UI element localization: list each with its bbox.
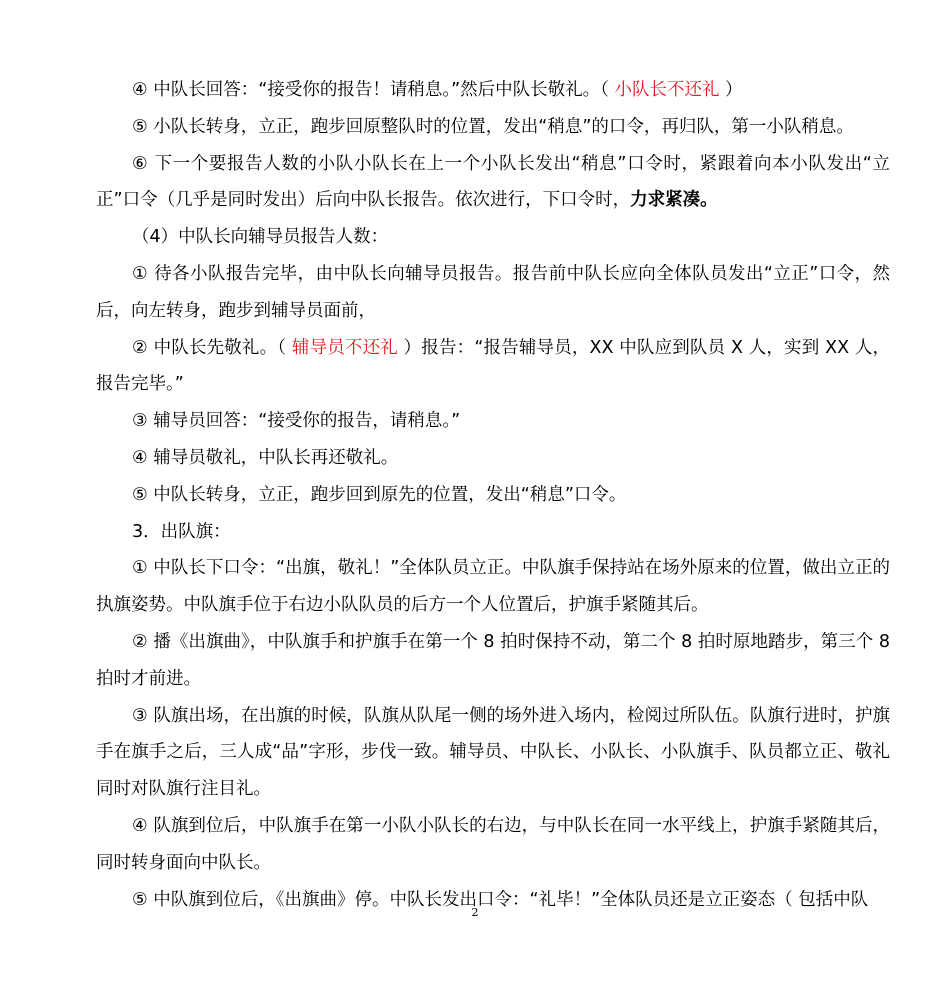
- paragraph-11-text: ① 中队长下口令：“出旗，敬礼！”全体队员立正。中队旗手保持站在场外原来的位置，做出立正的执旗姿势。中队旗手位于右边小队队员的后方一个人位置后，护旗手紧随其后。: [96, 558, 890, 616]
- paragraph-11: [96, 550, 890, 624]
- paragraph-13-text: ③ 队旗出场，在出旗的时候，队旗从队尾一侧的场外进入场内，检阅过所队伍。队旗行进时，护旗手在旗手之后，三人成“品”字形，步伐一致。辅导员、中队长、小队长、小队旗手、队员都立正、敬礼同时对队旗行注目礼。: [96, 705, 890, 800]
- paragraph-7: [96, 403, 890, 440]
- paragraph-1-text-a: ④ 中队长回答：“接受你的报告！请稍息。”然后中队长敬礼。（: [132, 80, 615, 100]
- paragraph-14-text: ④ 队旗到位后，中队旗手在第一小队小队长的右边，与中队长在同一水平线上，护旗手紧随其后，同时转身面向中队长。: [96, 815, 890, 873]
- paragraph-2: [96, 109, 890, 146]
- paragraph-1: [96, 72, 890, 109]
- paragraph-3-emphasis-bold: 力求紧凑。: [630, 190, 718, 211]
- paragraph-1-highlight-red: 小队长不还礼: [614, 80, 720, 100]
- paragraph-6-text-b: ）报告：“报告辅导员，XX 中队应到队员 X 人，实到 XX 人，报告完毕。”: [96, 337, 890, 395]
- paragraph-12-text: ② 播《出旗曲》，中队旗手和护旗手在第一个 8 拍时保持不动，第二个 8 拍时原地踏步，第三个 8 拍时才前进。: [96, 631, 890, 689]
- paragraph-7-text: ③ 辅导员回答：“接受你的报告，请稍息。”: [132, 411, 461, 432]
- document-body: [96, 72, 890, 918]
- paragraph-9: [96, 477, 890, 514]
- paragraph-8-text: ④ 辅导员敬礼，中队长再还敬礼。: [132, 447, 399, 468]
- paragraph-5-text: ① 待各小队报告完毕，由中队长向辅导员报告。报告前中队长应向全体队员发出“立正”口令，然后，向左转身，跑步到辅导员面前，: [96, 263, 890, 321]
- paragraph-9-text: ⑤ 中队长转身，立正，跑步回到原先的位置，发出“稍息”口令。: [132, 484, 627, 505]
- paragraph-13: [96, 698, 890, 808]
- page-number: 2: [471, 906, 479, 919]
- paragraph-4-heading: [96, 219, 890, 256]
- paragraph-6-highlight-red: 辅导员不还礼: [291, 337, 398, 358]
- section-heading-3-text: 3．出队旗：: [132, 521, 231, 542]
- paragraph-14: [96, 808, 890, 882]
- paragraph-4-text: （4）中队长向辅导员报告人数：: [132, 227, 389, 248]
- paragraph-6-text-a: ② 中队长先敬礼。（: [132, 337, 292, 358]
- paragraph-12: [96, 624, 890, 698]
- paragraph-2-text: ⑤ 小队长转身，立正，跑步回原整队时的位置，发出“稍息”的口令，再归队，第一小队稍息。: [132, 116, 854, 137]
- paragraph-8: [96, 440, 890, 477]
- paragraph-6: [96, 330, 890, 404]
- paragraph-5: [96, 256, 890, 330]
- paragraph-3-text: ⑥ 下一个要报告人数的小队小队长在上一个小队长发出“稍息”口令时，紧跟着向本小队发出“立正”口令（几乎是同时发出）后向中队长报告。依次进行，下口令时，: [96, 153, 890, 211]
- paragraph-1-text-b: ）: [719, 80, 743, 100]
- paragraph-3: [96, 146, 890, 220]
- section-heading-3: [96, 514, 890, 551]
- paragraph-15-text: ⑤ 中队旗到位后，《出旗曲》停。中队长发出口令：“礼毕！”全体队员还是立正姿态（ 包括中队: [132, 889, 869, 910]
